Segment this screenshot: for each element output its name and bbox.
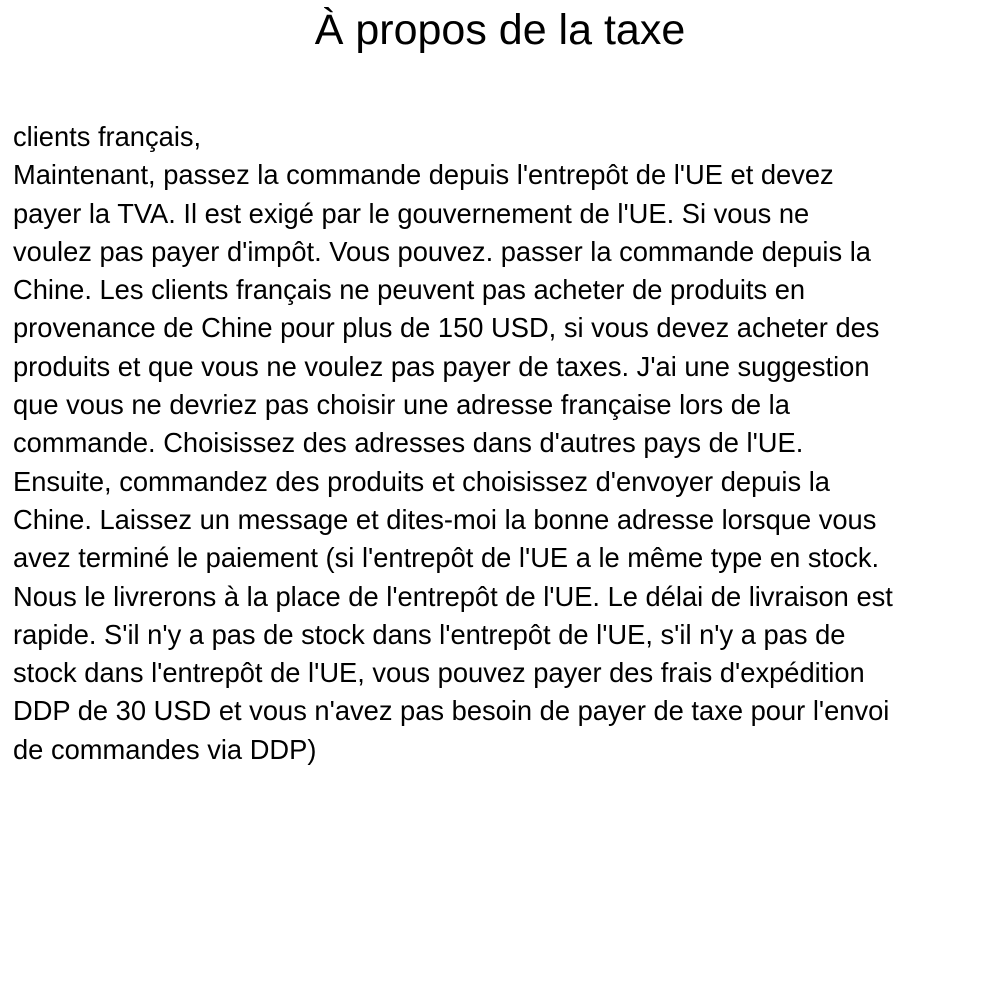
- text-line: avez terminé le paiement (si l'entrepôt de l'UE a le même type en stock.: [13, 542, 880, 574]
- text-line: produits et que vous ne voulez pas payer de taxes. J'ai une suggestion: [13, 350, 870, 382]
- text-line: DDP de 30 USD et vous n'avez pas besoin de payer de taxe pour l'envoi: [13, 695, 890, 727]
- page-title: À propos de la taxe: [314, 6, 686, 54]
- text-line: Nous le livrerons à la place de l'entrepôt de l'UE. Le délai de livraison est: [13, 580, 893, 612]
- text-line: voulez pas payer d'impôt. Vous pouvez. passer la commande depuis la: [13, 235, 871, 267]
- text-line: clients français,: [13, 121, 202, 152]
- text-line: stock dans l'entrepôt de l'UE, vous pouvez payer des frais d'expédition: [13, 657, 865, 689]
- text-line: que vous ne devriez pas choisir une adresse française lors de la: [13, 389, 790, 421]
- text-line: Maintenant, passez la commande depuis l'entrepôt de l'UE et devez: [13, 159, 834, 191]
- text-line: rapide. S'il n'y a pas de stock dans l'entrepôt de l'UE, s'il n'y a pas de: [13, 618, 846, 650]
- text-line: commande. Choisissez des adresses dans d'autres pays de l'UE.: [13, 427, 804, 459]
- text-line: payer la TVA. Il est exigé par le gouvernement de l'UE. Si vous ne: [13, 197, 810, 229]
- text-line: Chine. Les clients français ne peuvent pas acheter de produits en: [13, 274, 806, 306]
- text-line: provenance de Chine pour plus de 150 USD, si vous devez acheter des: [13, 312, 880, 344]
- body-paragraph: [13, 118, 995, 769]
- text-line: de commandes via DDP): [13, 733, 317, 765]
- text-line: Chine. Laissez un message et dites-moi la bonne adresse lorsque vous: [13, 503, 877, 535]
- text-line: Ensuite, commandez des produits et choisissez d'envoyer depuis la: [13, 465, 830, 497]
